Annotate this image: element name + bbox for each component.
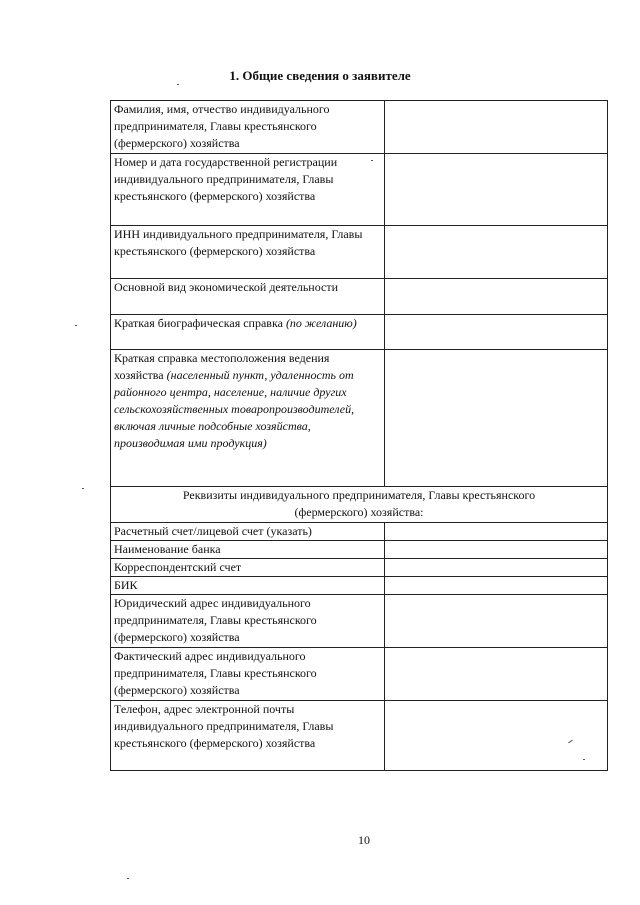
location-note: (населенный пункт, удаленность от районного центра, население, наличие других сельскохозяйственных товаропроизводителей, включая личные подсобные хозяйства, производимая ими продукция)	[114, 368, 355, 450]
value-cell-activity[interactable]	[385, 279, 608, 315]
row-label-registration: Номер и дата государственной регистрации индивидуального предпринимателя, Главы крестьянского (фермерского) хозяйства	[111, 154, 385, 226]
value-cell-bank-name[interactable]	[385, 541, 608, 559]
requisites-header: Реквизиты индивидуального предпринимателя, Главы крестьянского (фермерского) хозяйства:	[111, 487, 608, 523]
section-title: 1. Общие сведения о заявителе	[229, 68, 411, 83]
row-label-activity: Основной вид экономической деятельности	[111, 279, 385, 315]
value-cell-legal-address[interactable]	[385, 595, 608, 648]
table-row	[111, 595, 608, 648]
row-label-biography	[111, 315, 385, 350]
row-label-full-name: Фамилия, имя, отчество индивидуального предпринимателя, Главы крестьянского (фермерского) хозяйства	[111, 101, 385, 154]
table-row	[111, 315, 608, 350]
row-label-actual-address: Фактический адрес индивидуального предпринимателя, Главы крестьянского (фермерского) хозяйства	[111, 648, 385, 701]
value-cell-corr-account[interactable]	[385, 559, 608, 577]
table-row	[111, 577, 608, 595]
row-label-bank-name: Наименование банка	[111, 541, 385, 559]
row-label-contacts: Телефон, адрес электронной почты индивидуального предпринимателя, Главы крестьянского (фермерского) хозяйства	[111, 701, 385, 771]
table-row	[111, 559, 608, 577]
value-cell-biography[interactable]	[385, 315, 608, 350]
scan-speck	[371, 160, 373, 161]
table-row	[111, 487, 608, 523]
table-row	[111, 523, 608, 541]
row-label-account: Расчетный счет/лицевой счет (указать)	[111, 523, 385, 541]
row-label-bik: БИК	[111, 577, 385, 595]
value-cell-contacts[interactable]	[385, 701, 608, 771]
row-label-corr-account: Корреспондентский счет	[111, 559, 385, 577]
scan-speck	[177, 84, 179, 85]
table-row	[111, 154, 608, 226]
row-label-legal-address: Юридический адрес индивидуального предпринимателя, Главы крестьянского (фермерского) хозяйства	[111, 595, 385, 648]
row-label-location	[111, 350, 385, 487]
table-row	[111, 279, 608, 315]
table-row	[111, 648, 608, 701]
page-number: 10	[358, 833, 370, 847]
value-cell-location[interactable]	[385, 350, 608, 487]
value-cell-account[interactable]	[385, 523, 608, 541]
location-label-text: Краткая справка местоположения ведения хозяйства	[114, 351, 330, 382]
scan-speck	[127, 878, 129, 879]
value-cell-registration[interactable]	[385, 154, 608, 226]
scan-speck	[82, 488, 84, 489]
value-cell-inn[interactable]	[385, 226, 608, 279]
scan-speck	[583, 759, 585, 760]
biography-label-text: Краткая биографическая справка	[114, 316, 283, 330]
applicant-info-table	[110, 100, 608, 771]
value-cell-full-name[interactable]	[385, 101, 608, 154]
table-row	[111, 101, 608, 154]
value-cell-actual-address[interactable]	[385, 648, 608, 701]
table-row	[111, 226, 608, 279]
row-label-inn: ИНН индивидуального предпринимателя, Главы крестьянского (фермерского) хозяйства	[111, 226, 385, 279]
table-row	[111, 541, 608, 559]
biography-note: (по желанию)	[285, 316, 357, 330]
scan-speck	[75, 325, 77, 326]
table-row	[111, 701, 608, 771]
value-cell-bik[interactable]	[385, 577, 608, 595]
table-row	[111, 350, 608, 487]
